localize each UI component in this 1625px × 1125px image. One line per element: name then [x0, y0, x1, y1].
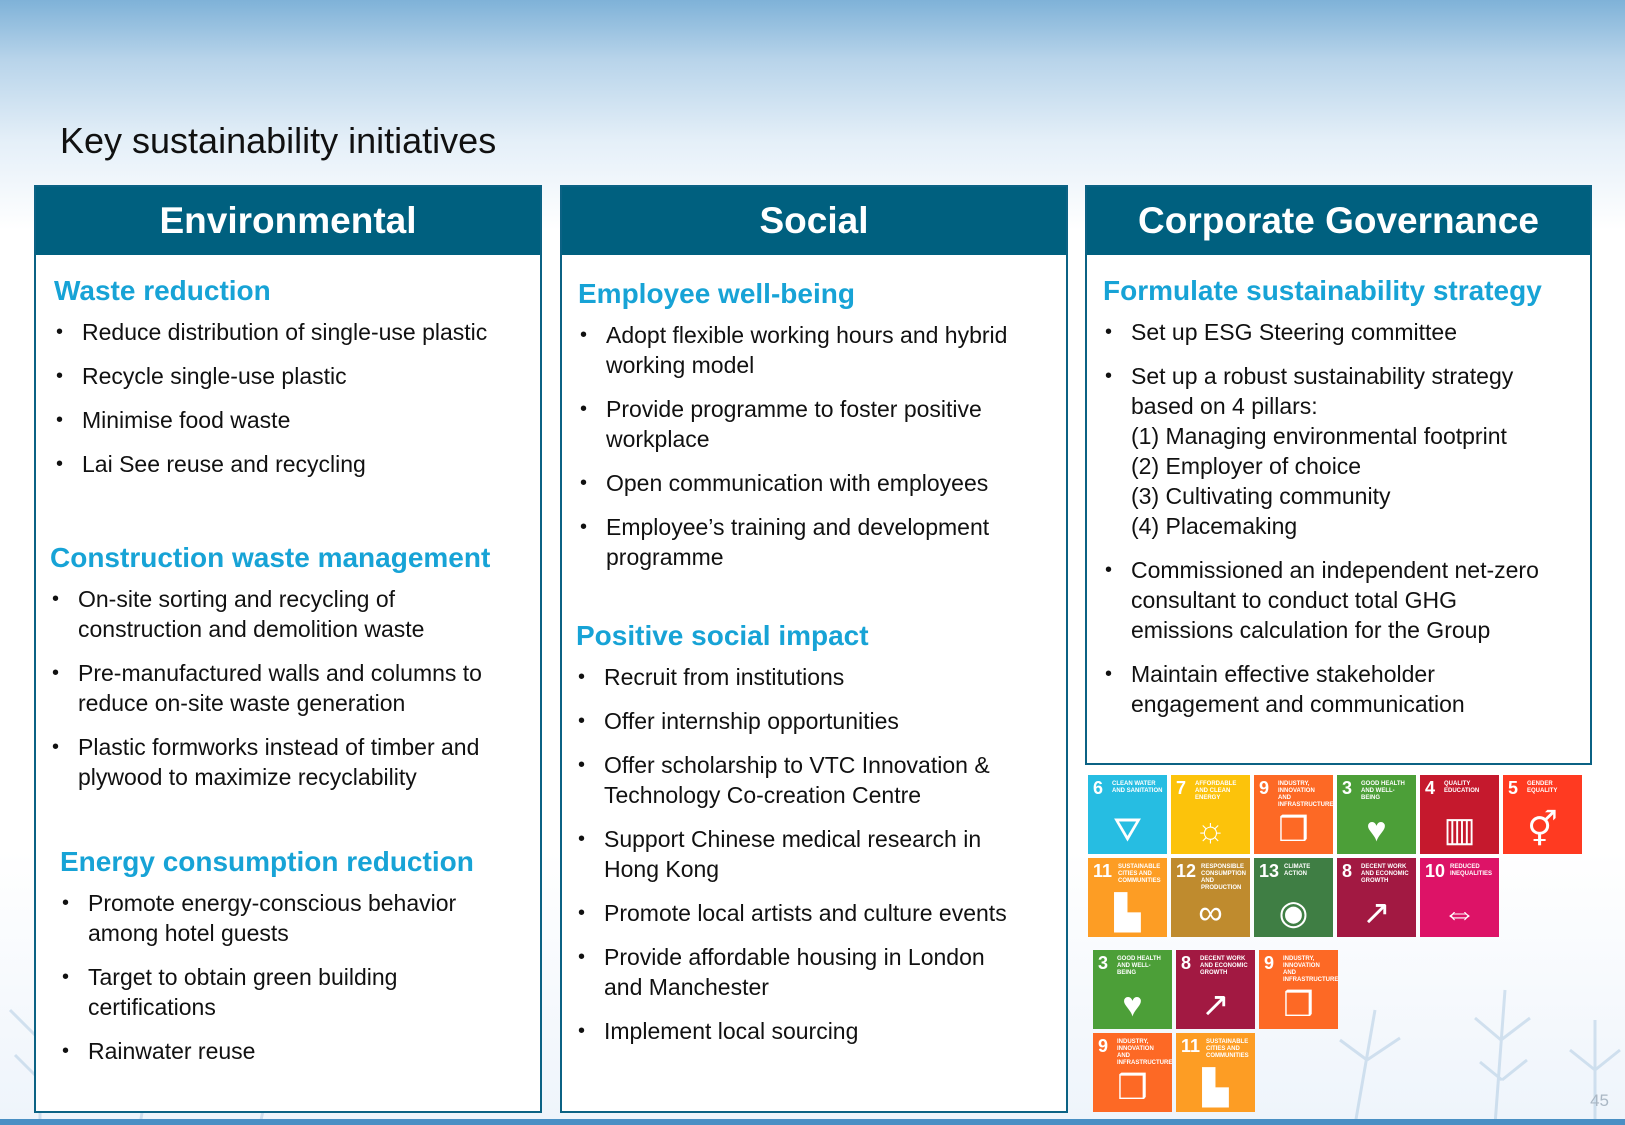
sdg-7-icon [1171, 775, 1250, 854]
sdg-number: 3 [1098, 953, 1109, 973]
waste-list [54, 317, 530, 479]
item-line: • Promote local artists and culture events [604, 900, 1007, 926]
item-line: • Provide affordable housing in London [604, 944, 985, 970]
bottom-bar [0, 1119, 1625, 1125]
item-line: plywood to maximize recyclability [78, 764, 417, 790]
sdg-8-icon [1176, 950, 1255, 1029]
item-line: • Offer scholarship to VTC Innovation & [604, 752, 990, 778]
item-line: Technology Co-creation Centre [604, 782, 922, 808]
sdg-label: AFFORDABLE AND CLEAN ENERGY [1195, 781, 1237, 801]
governance-panel [1085, 185, 1592, 765]
list-item [576, 898, 1056, 928]
environmental-header: Environmental [36, 187, 540, 255]
list-item [1103, 555, 1584, 645]
item-line: • Implement local sourcing [604, 1018, 859, 1044]
gender-icon: ⚥ [1527, 811, 1558, 849]
strategy-list [1103, 317, 1584, 719]
item-line: emissions calculation for the Group [1131, 617, 1491, 643]
item-line: Hong Kong [604, 856, 720, 882]
infinity-icon: ∞ [1198, 894, 1223, 932]
cubes-icon: ❒ [1117, 1069, 1148, 1107]
sdg-number: 8 [1342, 861, 1353, 881]
list-item [576, 662, 1056, 692]
sdg-4-icon [1420, 775, 1499, 854]
item-line: • Set up ESG Steering committee [1131, 319, 1457, 345]
sdg-number: 3 [1342, 778, 1353, 798]
cubes-icon: ❒ [1278, 811, 1309, 849]
list-item [54, 361, 530, 391]
sustainability-strategy-section [1103, 275, 1584, 733]
item-line: • Open communication with employees [606, 470, 989, 496]
sdg-lower-grid [1093, 950, 1343, 1115]
sdg-number: 9 [1264, 953, 1275, 973]
heartbeat-icon: ♥ [1122, 986, 1143, 1024]
sdg-8-icon [1337, 858, 1416, 937]
sdg-label: GOOD HEALTH AND WELL-BEING [1361, 781, 1405, 801]
item-line: • Offer internship opportunities [604, 708, 899, 734]
sdg-label: CLEAN WATER AND SANITATION [1112, 781, 1163, 794]
section-title: Employee well-being [578, 278, 855, 309]
page-number: 45 [1590, 1091, 1609, 1110]
item-line: working model [606, 352, 755, 378]
waste-reduction-section [54, 275, 530, 493]
sdg-9-icon [1254, 775, 1333, 854]
sdg-label: INDUSTRY, INNOVATION AND INFRASTRUCTURE [1117, 1039, 1172, 1066]
sdg-13-icon [1254, 858, 1333, 937]
item-text: Reduce distribution of single-use plastic [82, 319, 488, 345]
item-line: • Pre-manufactured walls and columns to [78, 660, 482, 686]
sdg-number: 8 [1181, 953, 1192, 973]
list-item [54, 317, 530, 347]
sdg-number: 9 [1259, 778, 1270, 798]
sdg-number: 12 [1176, 861, 1197, 881]
impact-list [576, 662, 1056, 1046]
item-line: reduce on-site waste generation [78, 690, 406, 716]
item-line: (4) Placemaking [1131, 513, 1298, 539]
positive-social-impact-section [576, 620, 1056, 1060]
book-icon: ▥ [1443, 811, 1476, 849]
item-line: • Promote energy-conscious behavior [88, 890, 457, 916]
item-line: • On-site sorting and recycling of [78, 586, 396, 612]
growth-chart-icon: ↗ [1362, 894, 1391, 932]
sdg-label: QUALITY EDUCATION [1444, 781, 1480, 794]
list-item [578, 468, 1056, 498]
sdg-label: DECENT WORK AND ECONOMIC GROWTH [1200, 956, 1248, 976]
list-item [576, 750, 1056, 810]
list-item [578, 512, 1056, 572]
sdg-number: 7 [1176, 778, 1187, 798]
list-item [50, 584, 530, 644]
item-line: (1) Managing environmental footprint [1131, 423, 1507, 449]
sdg-label: SUSTAINABLE CITIES AND COMMUNITIES [1206, 1039, 1249, 1059]
list-item [576, 1016, 1056, 1046]
item-line: based on 4 pillars: [1131, 393, 1318, 419]
energy-reduction-section [60, 846, 530, 1080]
sdg-number: 4 [1425, 778, 1436, 798]
item-line: and Manchester [604, 974, 769, 1000]
section-title: Formulate sustainability strategy [1103, 275, 1542, 306]
item-line: • Provide programme to foster positive [606, 396, 982, 422]
sdg-10-icon [1420, 858, 1499, 937]
growth-chart-icon: ↗ [1201, 986, 1230, 1024]
list-item [60, 1036, 530, 1066]
list-item [576, 706, 1056, 736]
list-item [576, 824, 1056, 884]
energy-list [60, 888, 530, 1066]
item-line: • Support Chinese medical research in [604, 826, 982, 852]
item-text: Recycle single-use plastic [82, 363, 347, 389]
sdg-5-icon [1503, 775, 1582, 854]
employee-wellbeing-section [578, 278, 1056, 586]
item-text: Minimise food waste [82, 407, 291, 433]
sdg-3-icon [1337, 775, 1416, 854]
sun-icon: ☼ [1194, 811, 1227, 849]
sdg-label: RESPONSIBLE CONSUMPTION AND PRODUCTION [1201, 864, 1246, 891]
sdg-label: INDUSTRY, INNOVATION AND INFRASTRUCTURE [1278, 781, 1333, 808]
item-line: construction and demolition waste [78, 616, 425, 642]
list-item [1103, 361, 1584, 541]
item-line: certifications [88, 994, 216, 1020]
city-icon: ▙ [1202, 1069, 1229, 1107]
item-line: workplace [606, 426, 710, 452]
sdg-label: SUSTAINABLE CITIES AND COMMUNITIES [1118, 864, 1161, 884]
list-item [578, 320, 1056, 380]
list-item [576, 942, 1056, 1002]
sdg-11-icon [1088, 858, 1167, 937]
sdg-governance-grid [1088, 775, 1593, 943]
city-icon: ▙ [1114, 894, 1141, 932]
item-line: • Recruit from institutions [604, 664, 845, 690]
item-line: (2) Employer of choice [1131, 453, 1362, 479]
sdg-label: GOOD HEALTH AND WELL-BEING [1117, 956, 1161, 976]
list-item [578, 394, 1056, 454]
list-item [1103, 317, 1584, 347]
section-title: Positive social impact [576, 620, 869, 651]
list-item [60, 962, 530, 1022]
section-title: Construction waste management [50, 542, 491, 573]
sdg-number: 9 [1098, 1036, 1109, 1056]
list-item [54, 405, 530, 435]
item-line: • Maintain effective stakeholder [1131, 661, 1435, 687]
page-title: Key sustainability initiatives [60, 120, 497, 161]
equality-icon: ⇔ [1442, 894, 1477, 932]
item-line: • Rainwater reuse [88, 1038, 256, 1064]
item-line: • Adopt flexible working hours and hybrid [606, 322, 1008, 348]
sdg-number: 11 [1093, 861, 1113, 881]
sdg-number: 11 [1181, 1036, 1201, 1056]
list-item [1103, 659, 1584, 719]
sdg-3-icon [1093, 950, 1172, 1029]
item-line: • Set up a robust sustainability strategy [1131, 363, 1514, 389]
sdg-number: 5 [1508, 778, 1519, 798]
sdg-label: DECENT WORK AND ECONOMIC GROWTH [1361, 864, 1409, 884]
eye-earth-icon: ◉ [1278, 894, 1309, 932]
sdg-label: REDUCED INEQUALITIES [1450, 864, 1493, 877]
item-line: engagement and communication [1131, 691, 1465, 717]
sdg-number: 13 [1259, 861, 1280, 881]
sdg-label: INDUSTRY, INNOVATION AND INFRASTRUCTURE [1283, 956, 1338, 983]
sdg-label: CLIMATE ACTION [1284, 864, 1311, 877]
heartbeat-icon: ♥ [1366, 811, 1387, 849]
section-title: Waste reduction [54, 275, 271, 306]
item-line: consultant to conduct total GHG [1131, 587, 1458, 613]
item-text: Lai See reuse and recycling [82, 451, 366, 477]
sdg-label: GENDER EQUALITY [1527, 781, 1558, 794]
water-drop-icon: ⛛ [1113, 811, 1142, 849]
item-line: • Target to obtain green building [88, 964, 398, 990]
item-line: • Commissioned an independent net-zero [1131, 557, 1539, 583]
list-item [54, 449, 530, 479]
item-line: (3) Cultivating community [1131, 483, 1391, 509]
environmental-panel [34, 185, 542, 1113]
social-header: Social [562, 187, 1066, 255]
sdg-9-icon [1093, 1033, 1172, 1112]
social-panel [560, 185, 1068, 1113]
item-line: among hotel guests [88, 920, 289, 946]
sdg-11-icon [1176, 1033, 1255, 1112]
list-item [50, 658, 530, 718]
construction-list [50, 584, 530, 792]
section-title: Energy consumption reduction [60, 846, 474, 877]
wellbeing-list [578, 320, 1056, 572]
list-item [50, 732, 530, 792]
sdg-6-icon [1088, 775, 1167, 854]
construction-waste-section [50, 542, 530, 806]
sdg-number: 10 [1425, 861, 1446, 881]
item-line: • Plastic formworks instead of timber and [78, 734, 480, 760]
item-line: • Employee’s training and development [606, 514, 990, 540]
sdg-number: 6 [1093, 778, 1104, 798]
list-item [60, 888, 530, 948]
cubes-icon: ❒ [1283, 986, 1314, 1024]
sdg-12-icon [1171, 858, 1250, 937]
item-line: programme [606, 544, 724, 570]
governance-header: Corporate Governance [1087, 187, 1590, 255]
sdg-9-icon [1259, 950, 1338, 1029]
